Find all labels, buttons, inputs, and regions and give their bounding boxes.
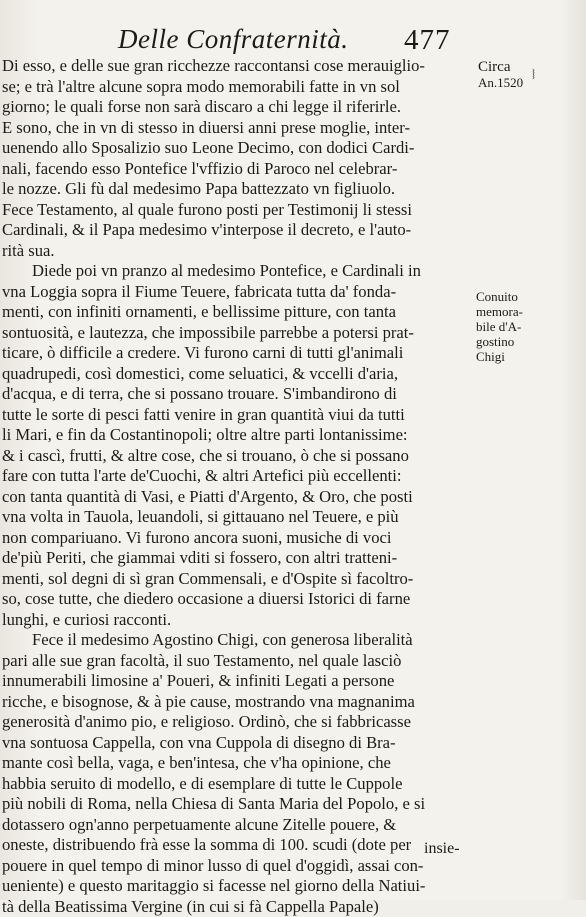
paragraph-3 [2, 630, 472, 917]
marginal-note-line: memora- [476, 304, 523, 319]
text-line: nali, facendo esso Pontefice l'vffizio di Paroco nel celebrar- [2, 159, 472, 180]
marginal-note-line: gostino [476, 334, 523, 349]
text-line: pouere in quel tempo di minor lusso di quel d'oggidì, assai con- [2, 856, 472, 877]
text-line: menti, sol degni di sì gran Commensali, e d'Ospite sì facoltro- [2, 569, 472, 590]
text-line: le nozze. Gli fù dal medesimo Papa battezzato vn figliuolo. [2, 179, 472, 200]
text-line: vna Loggia sopra il Fiume Teuere, fabricata tutta da' fonda- [2, 282, 472, 303]
text-line: innumerabili limosine a' Poueri, & infiniti Legati a persone [2, 671, 472, 692]
paragraph-1 [2, 56, 472, 261]
text-line: se; e trà l'altre alcune sopra modo memorabili fatte in vn sol [2, 77, 472, 98]
main-text-column [2, 56, 472, 917]
paragraph-2 [2, 261, 472, 630]
text-line: sontuosità, e lautezza, che impossibile parrebbe a potersi prat- [2, 323, 472, 344]
text-line: vna sontuosa Cappella, con vna Cuppola di disegno di Bra- [2, 733, 472, 754]
marginal-note-line: Circa [478, 60, 523, 75]
text-line: ticare, ò difficile a credere. Vi furono carni di tutti gl'animali [2, 343, 472, 364]
text-line: quadrupedi, così domestici, come seluatici, & vccelli d'aria, [2, 364, 472, 385]
catchword: insie- [424, 840, 460, 858]
text-line: oneste, distribuendo frà esse la somma di 100. scudi (dote per [2, 835, 472, 856]
marginal-bracket-mark: ⧘ [532, 66, 535, 84]
text-line: non compariuano. Vi furono ancora suoni, musiche di voci [2, 528, 472, 549]
text-line: de'più Periti, che giammai vditi si fossero, con altri tratteni- [2, 548, 472, 569]
text-line: Fece Testamento, al quale furono posti per Testimonij li stessi [2, 200, 472, 221]
text-line: fare con tutta l'arte de'Cuochi, & altri Artefici più eccellenti: [2, 466, 472, 487]
marginal-note-line: bile d'A- [476, 319, 523, 334]
text-line: Fece il medesimo Agostino Chigi, con generosa liberalità [2, 630, 472, 651]
marginal-note-line: Conuito [476, 289, 523, 304]
text-line: habbia seruito di modello, e di esemplare di tutte le Cuppole [2, 774, 472, 795]
text-line: mante così bella, vaga, e ben'intesa, che v'ha opinione, che [2, 753, 472, 774]
text-line: menti, con infiniti ornamenti, e bellissime pitture, con tanta [2, 302, 472, 323]
text-line: più nobili di Roma, nella Chiesa di Santa Maria del Popolo, e si [2, 794, 472, 815]
text-line: Cardinali, & il Papa medesimo v'interpose il decreto, e l'auto- [2, 220, 472, 241]
text-line: E sono, che in vn di stesso in diuersi anni prese moglie, inter- [2, 118, 472, 139]
text-line: uenendo allo Sposalizio suo Leone Decimo, con dodici Cardi- [2, 138, 472, 159]
text-line: Diede poi vn pranzo al medesimo Pontefice, e Cardinali in [2, 261, 472, 282]
text-line: lunghi, e curiosi racconti. [2, 610, 472, 631]
text-line: ricche, e bisognose, & à pie cause, mostrando vna magnanima [2, 692, 472, 713]
text-line: vna volta in Tauola, leuandoli, si gittauano nel Teuere, e più [2, 507, 472, 528]
text-line: generosità d'animo pio, e religioso. Ordinò, che si fabbricasse [2, 712, 472, 733]
text-line: pari alle sue gran facoltà, il suo Testamento, nel quale lasciò [2, 651, 472, 672]
text-line: Di esso, e delle sue gran ricchezze raccontansi cose merauiglio- [2, 56, 472, 77]
text-line: ueniente) e questo maritaggio si facesse nel giorno della Natiui- [2, 876, 472, 897]
marginal-note-banquet [476, 289, 523, 364]
text-line: dotassero ogn'anno perpetuamente alcune Zitelle pouere, & [2, 815, 472, 836]
marginal-note-line: Chigi [476, 349, 523, 364]
marginal-note-date [478, 60, 523, 90]
text-line: con tanta quantità di Vasi, e Piatti d'Argento, & Oro, che posti [2, 487, 472, 508]
text-line: giorno; le quali forse non sarà discaro a chi legge il riferirle. [2, 97, 472, 118]
text-line: tà della Beatissima Vergine (in cui si fà Cappella Papale) [2, 897, 472, 917]
text-line: li Mari, e fin da Costantinopoli; oltre altre parti lontanissime: [2, 425, 472, 446]
marginal-note-line: An.1520 [478, 75, 523, 90]
page-number: 477 [404, 24, 451, 57]
text-line: rità sua. [2, 241, 472, 262]
running-title: Delle Confraternità. [118, 24, 348, 55]
text-line: d'acqua, e di terra, che si possano trouare. S'imbandirono di [2, 384, 472, 405]
text-line: so, cose tutte, che diedero occasione a diuersi Istorici di farne [2, 589, 472, 610]
text-line: tutte le sorte di pesci fatti venire in gran quantità viui da tutti [2, 405, 472, 426]
text-line: & i cascì, frutti, & altre cose, che si trouano, ò che si possano [2, 446, 472, 467]
